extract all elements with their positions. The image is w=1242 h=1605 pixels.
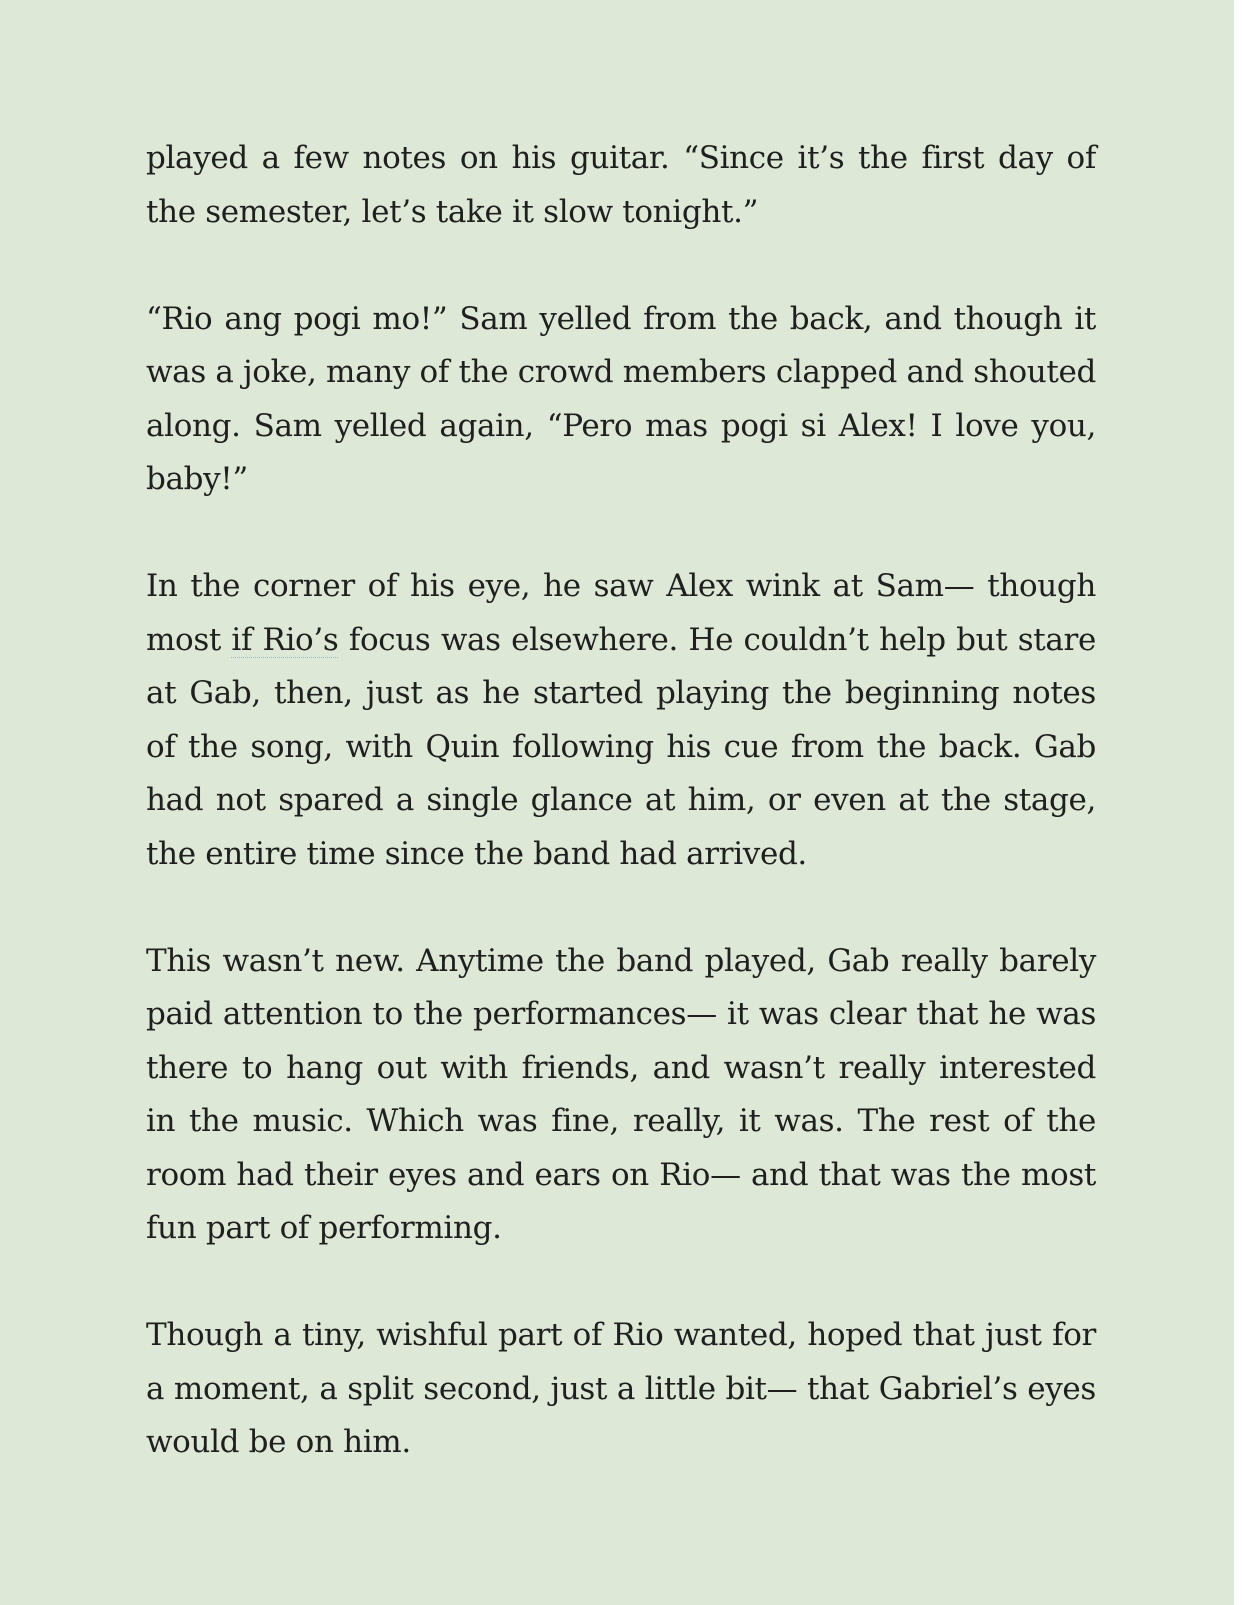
page-edge (1234, 0, 1242, 1605)
paragraph-text: focus was elsewhere. He couldn’t help but stare at Gab, then, just as he started playing the beginning notes of the song, with Quin following his cue from the back. Gab had not spared a single glance at him, or even at the stage, the entire time since the band had arrived. (146, 621, 1097, 872)
paragraph: This wasn’t new. Anytime the band played, Gab really barely paid attention to the performances— it was clear that he was there to hang out with friends, and wasn’t really interested in the music. Which was fine, really, it was. The rest of the room had their eyes and ears on Rio— and that was the most fun part of performing. (146, 942, 1096, 1246)
paragraph: Though a tiny, wishful part of Rio wanted, hoped that just for a moment, a split second, just a little bit— that Gabriel’s eyes would be on him. (146, 1317, 1096, 1460)
underlined-text[interactable]: if Rio’s (231, 621, 339, 658)
paragraph: played a few notes on his guitar. “Since it’s the first day of the semester, let’s take it slow tonight.” (146, 140, 1096, 230)
paragraph-text: In the corner of his eye, he saw Alex wink at Sam— though most (146, 568, 1096, 658)
paragraph: “Rio ang pogi mo!” Sam yelled from the back, and though it was a joke, many of the crowd members clapped and shouted along. Sam yelled again, “Pero mas pogi si Alex! I love you, baby!” (146, 300, 1096, 497)
paragraph (146, 560, 1096, 881)
reading-text (146, 132, 1096, 1470)
